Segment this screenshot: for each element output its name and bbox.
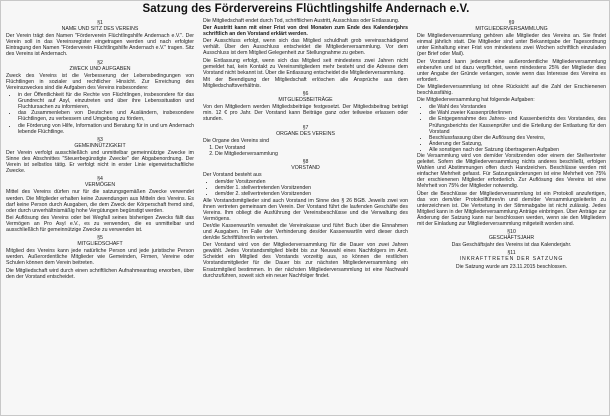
section-9-text: Über die Beschlüsse der Mitgliederversammlung ist ein Protokoll anzufertigen, das von dem/der Protokollführer/in und dem/der Versammlungsleiter/in zu unterzeichnen ist. Die Vertretung in der Stimmabgabe ist nicht zulässig. Jedes Mitglied kann in der Mitgliederversammlung Anträge einbringen. Über Anträge zur Änderung der Satzung kann nur beschlossen werden, wenn sie den Mitgliedern mit der Einladung zur Mitgliederversammlung mitgeteilt worden sind. — [417, 190, 606, 227]
section-2-text: Zweck des Vereins ist die Verbesserung der Lebensbedingungen von Flüchtlingen in sozialer und rechtlicher Hinsicht. Zur Erreichung des Vereinszweckes sind die Aufgaben des Vereins insbesondere: — [6, 72, 194, 91]
section-6-number: §6 — [302, 91, 309, 98]
section-11-number: §11 — [507, 250, 516, 257]
list-item: • die Förderung von Hilfe, Information und Beratung für in und um Andernach lebende Flüchtlinge. — [18, 123, 194, 135]
membership-exit-text: Der Austritt kann mit einer Frist von drei Monaten zum Ende des Kalenderjahrs schriftlich an den Vorstand erklärt werden. — [203, 25, 408, 38]
list-item: • die Entgegennahme des Jahres- und Kassenberichts des Vorstandes, des Prüfungsberichts der Kassenprüfer und die Erteilung der Entlastung für den Vorstand — [429, 116, 606, 134]
list-item: • die Wahl des Vorstandes — [429, 104, 606, 110]
section-4-title: VERMÖGEN — [84, 182, 116, 189]
section-5-text: Mitglied des Vereins kann jede natürliche Person und jede juristische Person werden. Außerordentliche Mitglieder wie Gemeinden, Firmen, Vereine oder Schulen können dem Verein beitreten. — [6, 248, 194, 267]
section-7-intro: Die Organe des Vereins sind — [203, 137, 270, 144]
section-10-text: Das Geschäftsjahr des Vereins ist das Kalenderjahr. — [451, 242, 572, 249]
section-9-list — [417, 104, 606, 153]
membership-dismissal-text: Die Entlassung erfolgt, wenn sich das Mitglied seit mindestens zwei Jahren nicht gemeldet hat, kein Kontakt zu Vereinsmitgliedern mehr besteht und die Adresse dem Vorstand nicht bekannt ist. Über die Entlassung entscheidet die Mitgliederversammlung. — [203, 57, 408, 76]
list-item: • die Wahl zweier Kassenprüfer/innen — [429, 110, 606, 116]
section-1-number: §1 — [97, 20, 103, 26]
list-item: • das Zusammenleben von Deutschen und Ausländern, insbesondere Flüchtlingen, zu verbessern und Umgebung zu fördern, — [18, 110, 194, 122]
section-8-text: Alle Vorstandsmitglieder sind auch Vorstand im Sinne des § 26 BGB. Jeweils zwei von ihnen vertreten gemeinsam den Verein. Der Vorstand führt die laufenden Geschäfte des Vereins. Ihm obliegt die Ausführung der Vereinsbeschlüsse und die Verwaltung des Vermögens. — [203, 197, 408, 222]
list-item: 2. Die Mitgliederversammlung — [215, 151, 408, 157]
section-3-title: GEMEINNÜTZIGKEIT — [74, 142, 126, 149]
list-item: 1. Der Vorstand — [215, 145, 408, 151]
column-middle — [203, 18, 408, 411]
list-item: • in der Öffentlichkeit für die Rechte von Flüchtlingen, insbesondere für das Grundrecht auf Asyl, einzutreten und über ihre Lebenssituation und Fluchtursachen zu informieren, — [18, 92, 194, 110]
section-9-title: MITGLIEDERVERSAMMLUNG — [475, 26, 548, 33]
section-7-title: ORGANE DES VEREINS — [276, 130, 335, 137]
section-11-title: INKRAFTTRETEN DER SATZUNG — [459, 256, 564, 263]
section-9-number: §9 — [508, 20, 515, 26]
section-3-text: Der Verein verfolgt ausschließlich und unmittelbar gemeinnützige Zwecke im Sinne des Abschnittes "Steuerbegünstigte Zwecke" der Abgabenordnung. Der Verein ist selbstlos tätig. Er verfolgt nicht in erster Linie eigenwirtschaftliche Zwecke. — [6, 149, 194, 175]
section-1-title: NAME UND SITZ DES VEREINS — [61, 26, 139, 33]
section-8-text: Der/die Kassenwart/in verwaltet die Vereinskasse und führt Buch über die Einnahmen und Ausgaben. Im Falle der Verhinderung des/der Kassenwart/in wird dieser durch den/die Schriftführer/in vertreten. — [203, 222, 408, 242]
list-item: • dem/der 1. stellvertretenden Vorsitzenden — [215, 185, 408, 191]
section-8-number: §8 — [302, 158, 309, 165]
list-item: • dem/der 2. stellvertretenden Vorsitzenden — [215, 191, 408, 197]
section-8-intro: Der Vorstand besteht aus — [203, 172, 262, 179]
section-4-text: Mittel des Vereins dürfen nur für die satzungsgemäßen Zwecke verwendet werden. Die Mitglieder erhalten keine Zuwendungen aus Mitteln des Vereins. Es darf keine Person durch Ausgaben, die dem Zweck der Körperschaft fremd sind, oder durch unverhältnismäßig hohe Vergütungen begünstigt werden. — [6, 189, 194, 214]
column-right — [417, 18, 606, 411]
section-2-list — [6, 92, 194, 135]
section-4-text: Bei Auflösung des Vereins oder bei Wegfall seines bisherigen Zwecks fällt das Vermögen an Pro Asyl e.V., es zu verwenden, die es unmittelbar und ausschließlich für gemeinnützige Zwecke zu verwenden ist. — [6, 214, 194, 233]
list-item: • Beschlussfassung über die Auflösung des Vereins, — [429, 135, 606, 141]
section-6-text: Von den Mitgliedern werden Mitgliedsbeiträge festgesetzt. Der Mitgliedsbeitrag beträgt min. 12 € pro Jahr. Der Vorstand kann Beiträge ganz oder teilweise erlassen oder stunden. — [203, 104, 408, 123]
membership-claims-text: Mit der Beendigung der Mitgliedschaft erlöschen alle Ansprüche aus dem Mitgliedschaftsverhältnis. — [203, 76, 408, 89]
section-6-title: MITGLIEDSBEITRÄGE — [278, 97, 333, 104]
section-9-intro: Die Mitgliederversammlung hat folgende Aufgaben: — [417, 97, 535, 104]
section-7-list — [203, 145, 408, 157]
section-1-text: Der Verein trägt den Namen "Förderverein Flüchtlingshilfe Andernach e.V.". Der Verein soll in das Vereinsregister eingetragen werden und nach erfolgter Eintragung den Namen "Förderverein Flüchtlingshilfe Andernach e.V." tragen. Sitz des Vereins ist Andernach. — [6, 33, 194, 58]
section-9-text: Die Mitgliederversammlung ist ohne Rücksicht auf die Zahl der Erschienenen beschlussfähig. — [417, 83, 606, 97]
section-5-text: Die Mitgliedschaft wird durch einen schriftlichen Aufnahmeantrag erworben, über den der Vorstand entscheidet. — [6, 267, 194, 280]
section-10-title: GESCHÄFTSJAHR — [488, 235, 535, 242]
document-title: Satzung des Fördervereins Flüchtlingshilfe Andernach e.V. — [142, 3, 470, 15]
list-item: • Änderung der Satzung, — [429, 141, 606, 147]
section-5-title: MITGLIEDSCHAFT — [77, 241, 123, 248]
section-4-number: §4 — [97, 176, 103, 183]
membership-end-text: Die Mitgliedschaft endet durch Tod, schriftlichen Austritt, Ausschluss oder Entlassung. — [203, 18, 400, 24]
section-7-number: §7 — [302, 124, 309, 131]
section-8-title: VORSTAND — [291, 165, 320, 172]
list-item: • dem/der Vorsitzenden — [215, 179, 408, 185]
section-8-text: Der Vorstand wird von der Mitgliederversammlung für die Dauer von zwei Jahren gewählt. Jedes Vorstandsmitglied bleibt bis zur Neuwahl eines Nachfolgers im Amt. Scheidet ein Mitglied des Vorstands vorzeitig aus, so können die restlichen Vorstandsmitglieder für die Dauer bis zur nächsten Mitgliederversammlung ein Ersatzmitglied bestimmen. In der nächsten Mitgliederversammlung ist eine Nachwahl durchzuführen, soweit sich ein neuer Nachfolger findet. — [203, 242, 408, 279]
section-9-text: Die Mitgliederversammlung gehören alle Mitglieder des Vereins an. Sie findet einmal jährlich statt. Die Mitglieder sind unter Bekanntgabe der Tagesordnung unter Einhaltung einer Frist von mindestens zwei Wochen schriftlich einzuladen (per Brief oder Mail). — [417, 33, 606, 58]
section-5-number: §5 — [97, 235, 103, 242]
section-2-title: ZWECK UND AUFGABEN — [69, 65, 131, 72]
membership-exclusion-text: Der Ausschluss erfolgt, wenn sich das Mitglied schuldhaft grob vereinsschädigend verhält. Über den Ausschluss entscheidet die Mitgliederversammlung. Vor dem Ausschluss ist dem Mitglied Gelegenheit zur Stellungnahme zu geben. — [203, 38, 408, 57]
section-9-text: Die Versammlung wird von dem/der Vorsitzenden oder einem der Stellvertreter geleitet. Sofern die Mitgliederversammlung nichts anderes beschließt, erfolgen Wahlen und Abstimmungen offen durch Handzeichen. Beschlüsse werden mit einfacher Mehrheit gefasst. Für Satzungsänderungen ist eine Mehrheit von 75% der erschienenen Mitglieder erforderlich. Zur Auflösung des Vereins ist eine Mehrheit von 75% der Mitglieder notwendig. — [417, 152, 606, 190]
section-10-number: §10 — [507, 229, 516, 236]
section-2-number: §2 — [97, 59, 103, 66]
section-9-text: Der Vorstand kann jederzeit eine außerordentliche Mitgliederversammlung einberufen und ist dazu verpflichtet, wenn mindestens 25% der Mitglieder dies unter Angabe der Gründe verlangen, sowie wenn das Interesse des Vereins es erfordert. — [417, 58, 606, 83]
section-11-text: Die Satzung wurde am 23.11.2015 beschlossen. — [455, 263, 568, 270]
section-3-number: §3 — [97, 136, 103, 143]
list-item: • Alle sonstigen nach der Satzung übertragenen Aufgaben — [429, 147, 606, 153]
column-left — [6, 18, 194, 411]
section-8-list — [203, 179, 408, 197]
